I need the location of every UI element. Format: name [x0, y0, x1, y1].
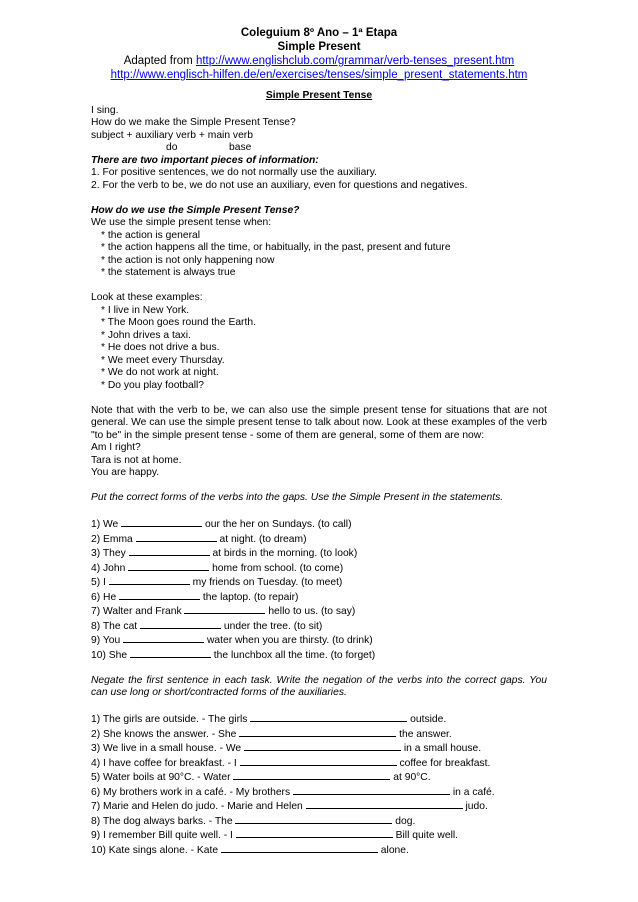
exercise1-list: [91, 517, 547, 662]
exercise1-item: 3) They at birds in the morning. (to look): [91, 548, 358, 559]
usage-bullet: * the action happens all the time, or habitually, in the past, present and future: [101, 242, 451, 253]
adapted-from-label: Adapted from: [123, 55, 196, 67]
intro-formula: subject + auxiliary verb + main verb: [91, 129, 253, 141]
note-example: Tara is not at home.: [91, 454, 182, 466]
exercise1-item: 2) Emma at night. (to dream): [91, 533, 307, 545]
exercise2-item: 3) We live in a small house. - We in a small house.: [91, 743, 482, 754]
source-link-englisch-hilfen[interactable]: http://www.englisch-hilfen.de/en/exercises/tenses/simple_present_statements.htm: [110, 69, 528, 81]
exercise1-item: 9) You water when you are thirsty. (to drink): [91, 635, 373, 646]
exercise1-instruction: Put the correct forms of the verbs into the gaps. Use the Simple Present in the statements.: [91, 492, 504, 503]
source-line-2: [51, 68, 587, 82]
answer-blank[interactable]: [244, 741, 401, 751]
usage-bullet: * the action is not only happening now: [101, 254, 275, 266]
exercise1-item: 10) She the lunchbox all the time. (to forget): [91, 649, 376, 661]
label-do: do: [166, 142, 178, 153]
note-example: You are happy.: [91, 467, 160, 478]
example-item: * We do not work at night.: [101, 367, 219, 378]
answer-blank[interactable]: [293, 785, 450, 795]
source-link-englishclub[interactable]: http://www.englishclub.com/grammar/verb-tenses_present.htm: [195, 55, 515, 67]
examples-lead: Look at these examples:: [91, 292, 203, 303]
worksheet-page: [91, 27, 547, 857]
exercise2-item: 9) I remember Bill quite well. - I Bill quite well.: [91, 830, 459, 841]
answer-blank[interactable]: [250, 712, 407, 722]
exercise1-item: 7) Walter and Frank hello to us. (to say): [91, 606, 356, 617]
answer-blank[interactable]: [236, 828, 393, 838]
note-example: Am I right?: [91, 442, 141, 453]
exercise1-item: 6) He the laptop. (to repair): [91, 591, 299, 603]
exercise2-list: [91, 712, 547, 857]
answer-blank[interactable]: [123, 633, 204, 643]
usage-heading: How do we use the Simple Present Tense?: [91, 204, 300, 216]
answer-blank[interactable]: [306, 799, 463, 809]
note-paragraph: Note that with the verb to be, we can also use the simple present tense for situations that are not general. We can use the simple present tense to talk about now. Look at these examples of the verb "to be" in the simple present tense - some of them are general, some of them are now:: [91, 404, 547, 441]
source-line-1: [51, 54, 587, 68]
formula-labels: [91, 142, 547, 155]
answer-blank[interactable]: [233, 770, 390, 780]
example-item: * The Moon goes round the Earth.: [101, 317, 256, 328]
exercise2-item: 10) Kate sings alone. - Kate alone.: [91, 844, 409, 856]
answer-blank[interactable]: [121, 517, 202, 527]
example-item: * Do you play football?: [101, 379, 205, 391]
answer-blank[interactable]: [235, 814, 392, 824]
exercise2-item: 6) My brothers work in a café. - My brothers in a café.: [91, 786, 495, 798]
exercise2-instruction: Negate the first sentence in each task. Write the negation of the verbs into the correct gaps. You can use long or short/contracted forms of the auxiliaries.: [91, 674, 547, 698]
answer-blank[interactable]: [128, 561, 209, 571]
answer-blank[interactable]: [129, 546, 210, 556]
section-title: Simple Present Tense: [265, 90, 373, 101]
label-base: base: [229, 142, 252, 153]
exercise1-item: 1) We our the her on Sundays. (to call): [91, 519, 352, 530]
info-point-2: 2. For the verb to be, we do not use an auxiliary, even for questions and negatives.: [91, 179, 468, 191]
usage-lead: We use the simple present tense when:: [91, 217, 272, 228]
exercise2-item: 8) The dog always barks. - The dog.: [91, 815, 416, 827]
exercise2-item: 1) The girls are outside. - The girls outside.: [91, 714, 447, 725]
example-item: * We meet every Thursday.: [101, 354, 225, 366]
example-item: * I live in New York.: [101, 304, 190, 316]
exercise1-item: 4) John home from school. (to come): [91, 562, 344, 574]
answer-blank[interactable]: [140, 619, 221, 629]
answer-blank[interactable]: [136, 532, 217, 542]
page-title: Coleguium 8º Ano – 1ª Etapa: [240, 27, 398, 39]
exercise1-item: 8) The cat under the tree. (to sit): [91, 620, 323, 632]
info-heading: There are two important pieces of information:: [91, 154, 319, 166]
answer-blank[interactable]: [239, 727, 396, 737]
exercise2-item: 2) She knows the answer. - She the answer.: [91, 728, 452, 740]
page-subtitle: Simple Present: [277, 40, 361, 53]
intro-line-1: I sing.: [91, 104, 119, 116]
exercise2-item: 4) I have coffee for breakfast. - I coffee for breakfast.: [91, 757, 491, 769]
intro-line-2: How do we make the Simple Present Tense?: [91, 117, 296, 128]
exercise1-item: 5) I my friends on Tuesday. (to meet): [91, 577, 343, 588]
usage-bullet: * the action is general: [101, 229, 201, 241]
answer-blank[interactable]: [221, 843, 378, 853]
answer-blank[interactable]: [130, 648, 211, 658]
answer-blank[interactable]: [240, 756, 397, 766]
exercise2-item: 7) Marie and Helen do judo. - Marie and Helen judo.: [91, 801, 488, 812]
example-item: * John drives a taxi.: [101, 329, 191, 341]
answer-blank[interactable]: [119, 590, 200, 600]
usage-bullet: * the statement is always true: [101, 267, 236, 278]
answer-blank[interactable]: [184, 604, 265, 614]
info-point-1: 1. For positive sentences, we do not normally use the auxiliary.: [91, 167, 377, 178]
answer-blank[interactable]: [109, 575, 190, 585]
exercise2-item: 5) Water boils at 90°C. - Water at 90°C.: [91, 772, 431, 783]
example-item: * He does not drive a bus.: [101, 342, 220, 353]
